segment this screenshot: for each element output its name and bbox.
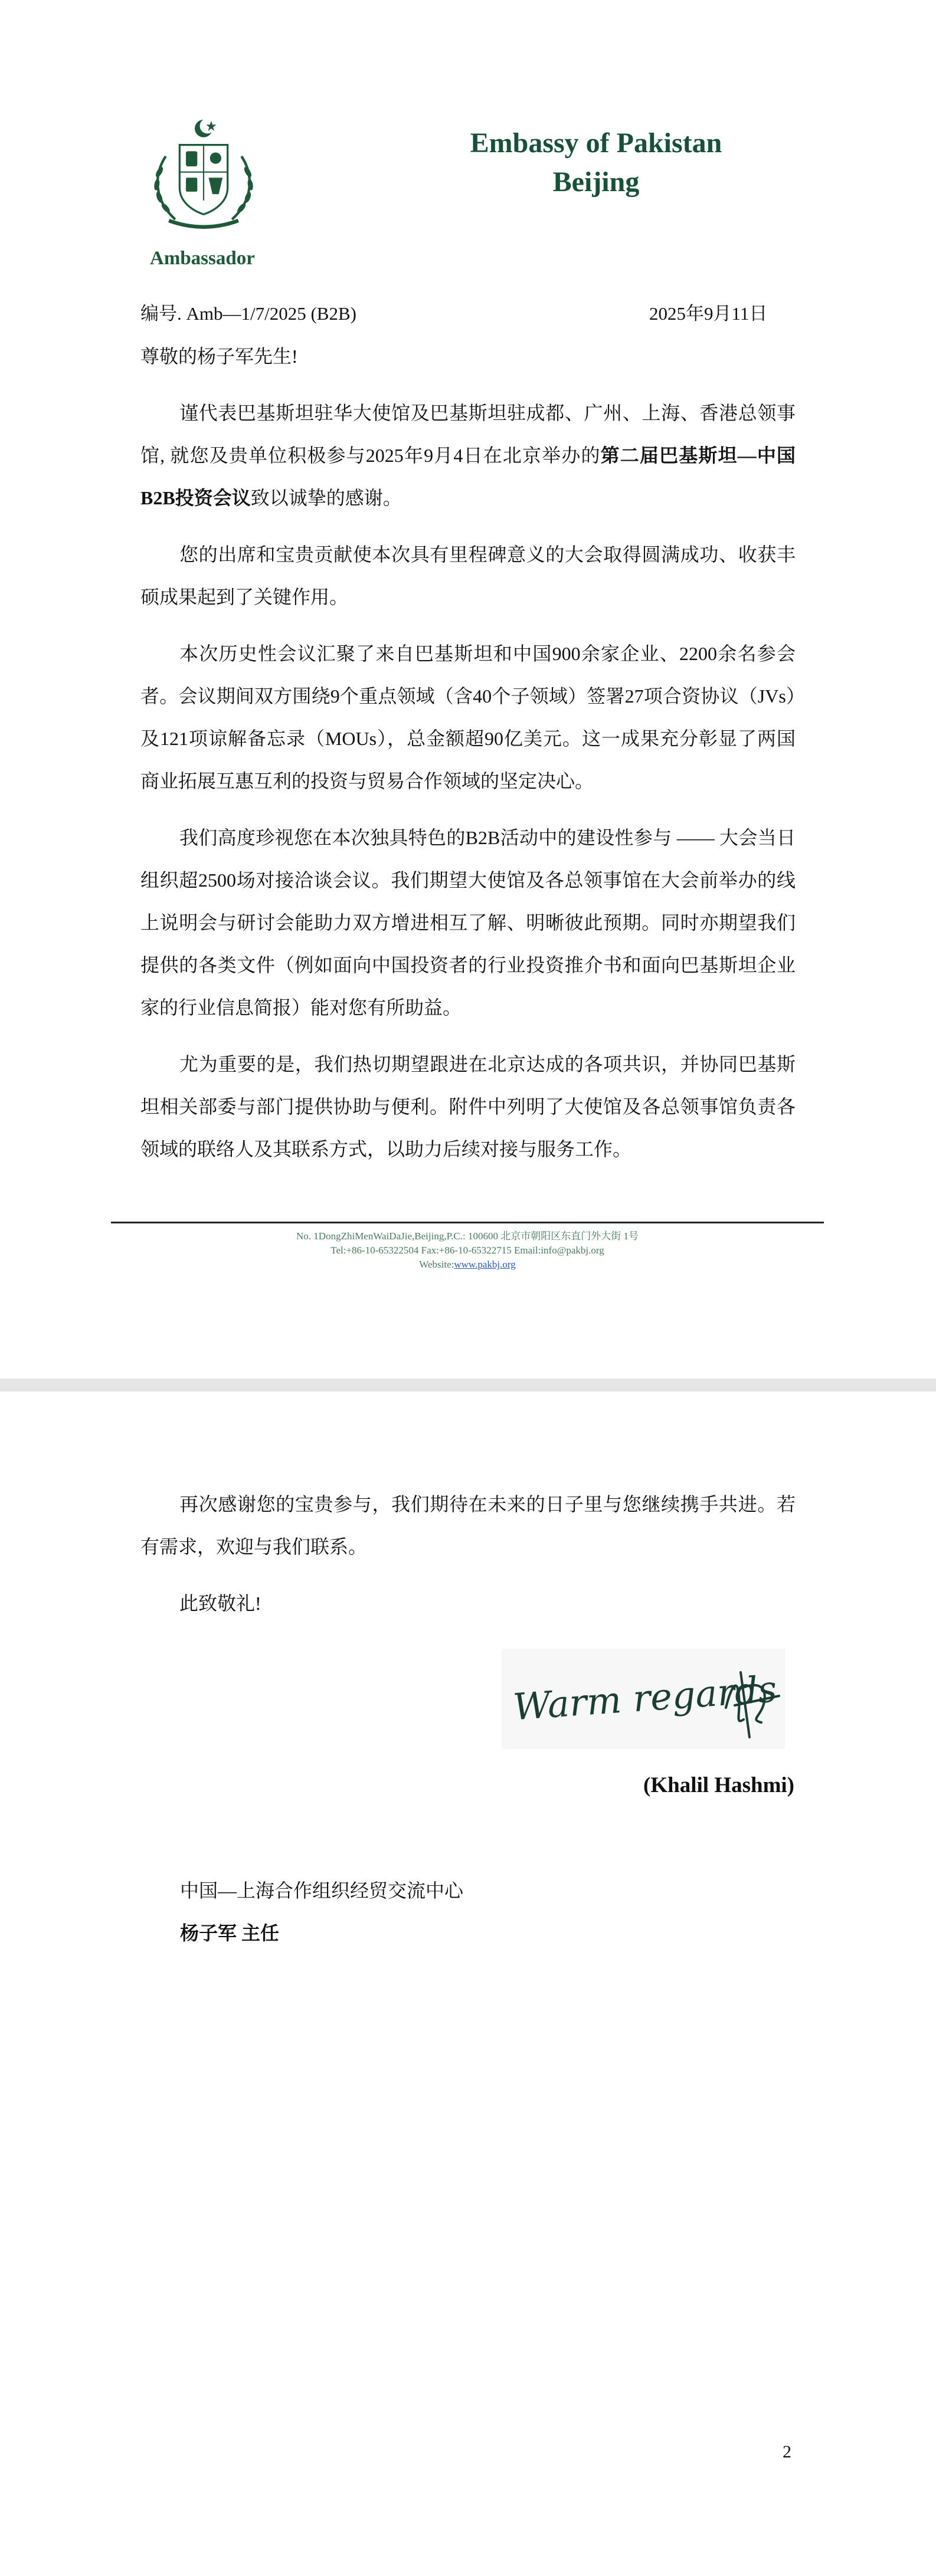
paragraph-1: [140, 392, 796, 519]
paragraph-3: 本次历史性会议汇聚了来自巴基斯坦和中国900余家企业、2200余名参会者。会议期间双方围绕9个重点领域（含40个子领域）签署27项合资协议（JVs）及121项谅解备忘录（MOUs），总金额超90亿美元。这一成果充分彰显了两国商业拓展互惠互利的投资与贸易合作领域的坚定决心。: [140, 643, 796, 792]
page-separator: [0, 1379, 936, 1392]
footer-divider: [111, 1222, 824, 1223]
recipient-name: 杨子军 主任: [180, 1922, 280, 1944]
paragraph-1-text-a: 谨代表巴基斯坦驻华大使馆及巴基斯坦驻成都、广州、上海、香港总领事馆, 就您及贵单位积极参与2025年9月4日在北京举办的: [140, 402, 796, 466]
paragraph-2: 您的出席和宝贵贡献使本次具有里程碑意义的大会取得圆满成功、收获丰硕成果起到了关键作用。: [140, 544, 796, 608]
embassy-name: [425, 124, 767, 202]
signature-greeting: Warm regards: [511, 1667, 778, 1729]
closing: 此致敬礼!: [179, 1593, 261, 1614]
website-link[interactable]: www.pakbj.org: [454, 1259, 516, 1270]
footer-contact: Tel:+86-10-65322504 Fax:+86-10-65322715 Email:info@pakbj.org: [330, 1245, 604, 1256]
footer-website-label: Website:: [419, 1259, 454, 1270]
reference-number: 编号. Amb—1/7/2025 (B2B): [140, 303, 356, 324]
letter-body-page-1: [140, 335, 796, 1170]
embassy-line-1: Embassy of Pakistan: [470, 127, 722, 159]
letter-page-2: [0, 1392, 936, 2576]
paragraph-4: 我们高度珍视您在本次独具特色的B2B活动中的建设性参与 —— 大会当日组织超2500场对接洽谈会议。我们期望大使馆及各总领事馆在大会前举办的线上说明会与研讨会能助力双方增进相互了解、明晰彼此预期。同时亦期望我们提供的各类文件（例如面向中国投资者的行业投资推介书和面向巴基斯坦企业家的行业信息简报）能对您有所助益。: [140, 827, 796, 1018]
footer: [111, 1229, 824, 1272]
ambassador-title: Ambassador: [150, 248, 255, 269]
letter-body-page-2: [140, 1483, 796, 1625]
letter-date: 2025年9月11日: [649, 303, 768, 324]
paragraph-5: 尤为重要的是，我们热切期望跟进在北京达成的各项共识，并协同巴基斯坦相关部委与部门提供协助与便利。附件中列明了大使馆及各总领事馆负责各领域的联络人及其联系方式，以助力后续对接与服务工作。: [140, 1054, 796, 1160]
salutation: 尊敬的杨子军先生!: [140, 346, 298, 367]
footer-address: No. 1DongZhiMenWaiDaJie,Beijing,P.C.: 100600 北京市朝阳区东直门外大街 1号: [296, 1230, 639, 1242]
embassy-line-2: Beijing: [552, 166, 640, 198]
paragraph-6: 再次感谢您的宝贵参与，我们期待在未来的日子里与您继续携手共进。若有需求，欢迎与我们联系。: [140, 1494, 796, 1557]
signer-name: (Khalil Hashmi): [643, 1773, 794, 1797]
pakistan-emblem-icon: [140, 112, 267, 238]
paragraph-1-text-b: 致以诚挚的感谢。: [250, 487, 402, 508]
page-number: 2: [783, 2442, 791, 2462]
handwritten-signature: [502, 1649, 785, 1749]
footer-website-line: [111, 1258, 824, 1272]
conference-name: 第二届巴基斯坦—中国B2B投资会议: [140, 445, 796, 508]
recipient-organization: 中国—上海合作组织经贸交流中心: [180, 1880, 464, 1901]
